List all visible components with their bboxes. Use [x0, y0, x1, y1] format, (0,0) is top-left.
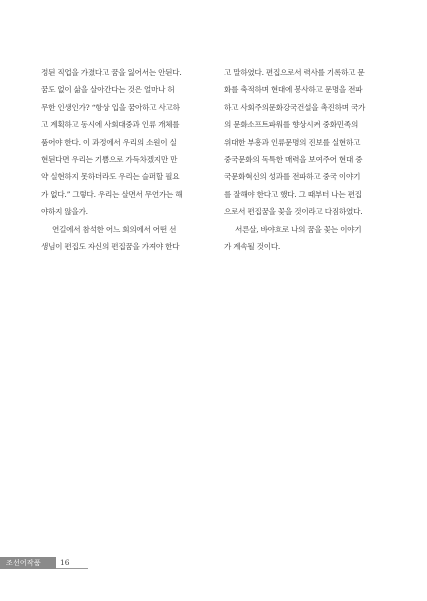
left-line-7: 약 실현하지 못하더라도 우리는 슬퍼할 필요	[41, 172, 180, 182]
left-line-4: 고 계획하고 동시에 사회대중과 인류 개체를	[41, 120, 180, 130]
left-line-3: 무한 인생인가? “항상 입을 꿈아하고 사고하	[41, 102, 180, 112]
right-line-5: 위대한 부흥과 인류문명의 진보를 실현하고	[224, 137, 361, 147]
publication-name: 조선어작품	[6, 559, 41, 567]
left-line-9: 야하지 않을가.	[41, 207, 88, 217]
right-line-1: 고 말하였다. 편집으로서 력사를 기록하고 문	[224, 68, 365, 77]
right-line-2: 화를 축적하며 현대에 봉사하고 문명을 전파	[224, 85, 363, 95]
right-line-11: 가 계속될 것이다.	[224, 242, 281, 252]
left-line-10: 연길에서 참석한 어느 회의에서 어떤 선	[52, 224, 177, 234]
right-line-7: 국문화혁신의 성과를 전파하고 중국 이야기	[224, 172, 361, 182]
right-line-6: 중국문화의 독특한 매력을 보여주어 현대 중	[224, 155, 363, 165]
left-text-column	[41, 64, 192, 255]
page-number: 16	[60, 558, 70, 567]
footer-rule	[56, 568, 88, 569]
left-line-8: 가 없다.” 그렇다. 우리는 살면서 무언가는 해	[41, 189, 183, 199]
left-line-6: 현된다면 우리는 기쁨으로 가득차겠지만 만	[41, 155, 178, 165]
right-line-8: 를 잘해야 한다고 했다. 그 때부터 나는 편집	[224, 189, 362, 199]
left-line-11: 생님이 편집도 자신의 편집꿈을 가져야 한다	[41, 242, 180, 252]
left-line-2: 꿈도 없이 삶을 살아간다는 것은 얼마나 허	[41, 85, 175, 95]
right-line-4: 의 문화소프트파워를 향상시켜 중화민족의	[224, 120, 359, 130]
right-line-10: 서른살, 바야흐로 나의 꿈을 꽃는 이야기	[235, 224, 362, 234]
right-text-column	[224, 64, 378, 255]
left-line-1: 정된 직업을 가졌다고 꿈을 잃어서는 안된다.	[41, 68, 182, 77]
right-line-3: 하고 사회주의문화강국건설을 촉진하며 국가	[224, 102, 366, 112]
right-line-9: 으로서 편집꿈을 꽃을 것이라고 다짐하였다.	[224, 207, 363, 217]
left-line-5: 품어야 한다. 이 과정에서 우리의 소원이 실	[41, 137, 177, 147]
